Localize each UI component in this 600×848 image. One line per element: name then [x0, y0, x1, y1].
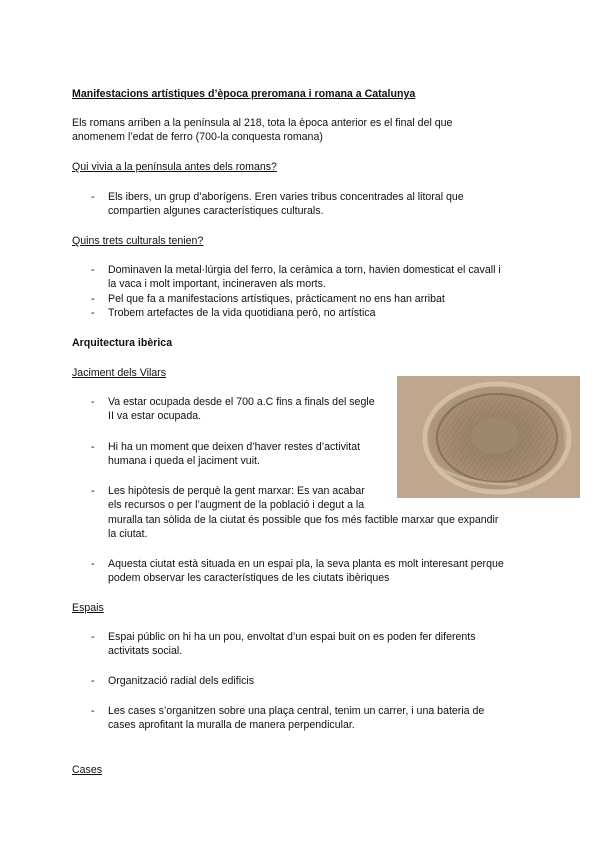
bullet-line: compartien algunes característiques culturals. [108, 205, 324, 217]
section-heading-architecture: Arquitectura ibèrica [72, 337, 173, 349]
bullet-line: Trobem artefactes de la vida quotidiana però, no artística [108, 307, 376, 319]
bullet-line: la vaca i molt important, incineraven als morts. [108, 278, 326, 290]
bullet-dash: - [91, 191, 95, 203]
bullet-line: II va estar ocupada. [108, 410, 202, 422]
bullet-dash: - [91, 485, 95, 497]
bullet-line: activitats social. [108, 645, 183, 657]
bullet-line: Dominaven la metal·lúrgia del ferro, la ceràmica a torn, havien domesticat el cavall i [108, 264, 501, 276]
bullet-dash: - [91, 396, 95, 408]
bullet-dash: - [91, 307, 95, 319]
bullet-dash: - [91, 631, 95, 643]
subheading-houses: Cases [72, 764, 103, 776]
bullet-line: Aquesta ciutat està situada en un espai pla, la seva planta es molt interesant perque [108, 558, 504, 570]
bullet-dash: - [91, 264, 95, 276]
bullet-line: Pel que fa a manifestacions artístiques, pràcticament no ens han arribat [108, 293, 445, 305]
bullet-line: humana i queda el jaciment vuit. [108, 455, 260, 467]
intro-line-2: anomenem l’edat de ferro (700-la conquesta romana) [72, 131, 323, 143]
bullet-line: els recursos o per l’augment de la població i degut a la [108, 499, 365, 511]
bullet-line: Les cases s’organitzen sobre una plaça central, tenim un carrer, i una bateria de [108, 705, 485, 717]
bullet-line: Va estar ocupada desde el 700 a.C fins a finals del segle [108, 396, 375, 408]
bullet-line: podem observar les característiques de les ciutats ibèriques [108, 572, 390, 584]
bullet-dash: - [91, 675, 95, 687]
site-aerial-photo [397, 376, 580, 498]
question-heading-who: Qui vivia a la península antes dels romans? [72, 161, 277, 173]
bullet-dash: - [91, 293, 95, 305]
bullet-line: Els ibers, un grup d’aborígens. Eren varies tribus concentrades al litoral que [108, 191, 464, 203]
bullet-line: Organització radial dels edificis [108, 675, 255, 687]
bullet-dash: - [91, 441, 95, 453]
intro-line-1: Els romans arriben a la península al 218, tota la època anterior es el final del que [72, 117, 453, 129]
bullet-line: cases aprofitant la muralla de manera perpendicular. [108, 719, 355, 731]
bullet-line: la ciutat. [108, 528, 148, 540]
question-heading-traits: Quins trets culturals tenien? [72, 235, 204, 247]
bullet-line: muralla tan sòlida de la ciutat és possible que fos més factible marxar que expandir [108, 514, 499, 526]
bullet-line: Hi ha un moment que deixen d’haver restes d’activitat [108, 441, 361, 453]
bullet-dash: - [91, 558, 95, 570]
bullet-dash: - [91, 705, 95, 717]
bullet-line: Les hipòtesis de perquè la gent marxar: Es van acabar [108, 485, 365, 497]
document-title: Manifestacions artístiques d’època preromana i romana a Catalunya [72, 88, 416, 100]
bullet-line: Espai públic on hi ha un pou, envoltat d’un espai buit on es poden fer diferents [108, 631, 476, 643]
subheading-vilars: Jaciment dels Vilars [72, 367, 167, 379]
subheading-spaces: Espais [72, 602, 104, 614]
